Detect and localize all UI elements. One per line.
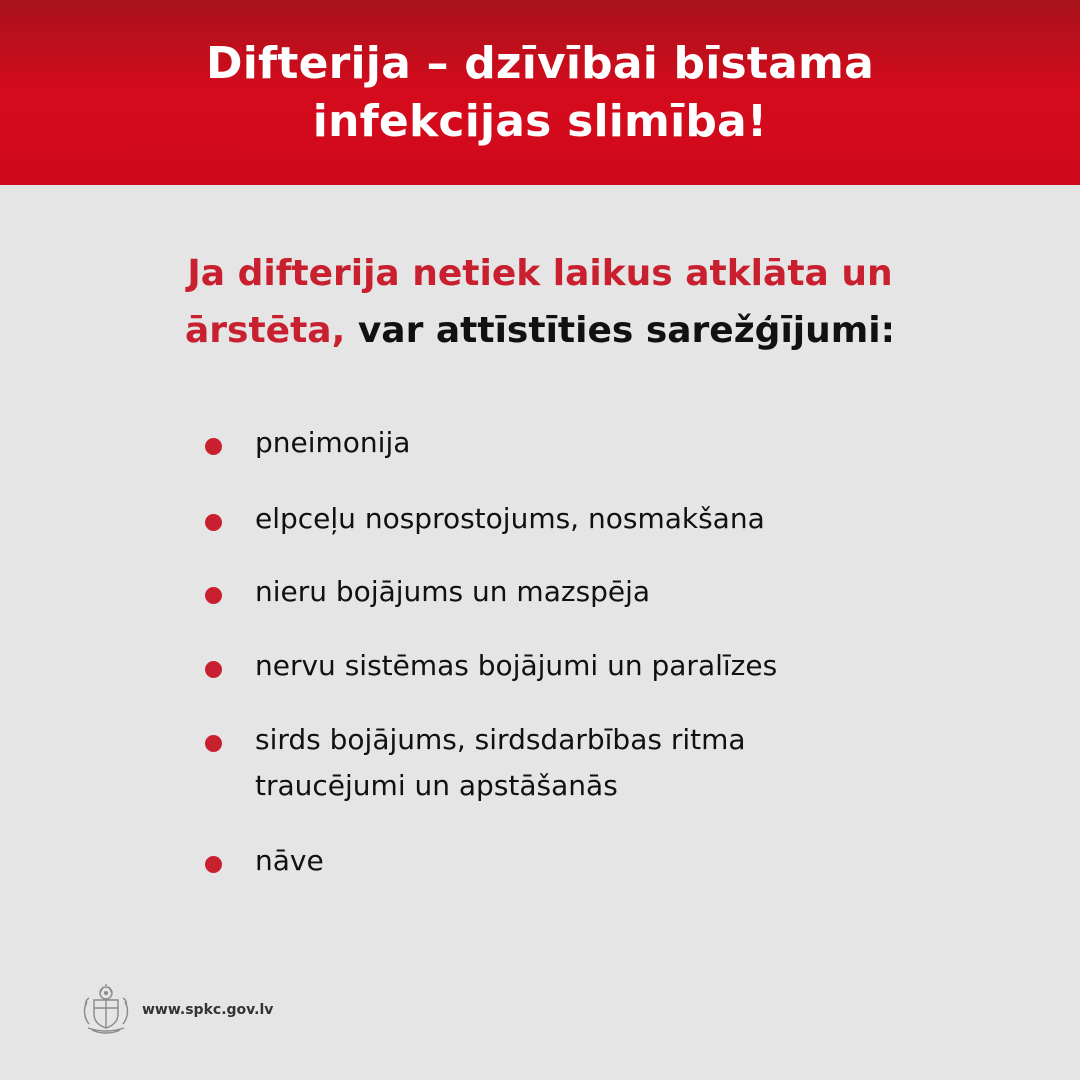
bullet-icon	[205, 438, 222, 455]
footer	[78, 980, 273, 1040]
list-item-text: traucējumi un apstāšanās	[255, 769, 618, 802]
bullet-icon	[205, 661, 222, 678]
intro-line-2	[0, 302, 1080, 359]
list-item-text: nāve	[255, 844, 324, 877]
bullet-icon	[205, 514, 222, 531]
list-item-text: pneimonija	[255, 426, 411, 459]
list-item-text: sirds bojājums, sirdsdarbības ritma	[255, 723, 746, 756]
list-item-text: nieru bojājums un mazspēja	[255, 575, 651, 608]
header-banner	[0, 0, 1080, 185]
intro-red-text-1: Ja difterija netiek laikus atklāta un	[187, 253, 893, 294]
list-item-text: nervu sistēmas bojājumi un paralīzes	[255, 649, 778, 682]
page-title-line-2: infekcijas slimība!	[312, 95, 768, 147]
intro-line-1	[0, 245, 1080, 302]
website-link[interactable]: www.spkc.gov.lv	[142, 1002, 274, 1018]
intro-black-text: var attīstīties sarežģījumi:	[357, 310, 895, 351]
coat-of-arms-icon	[78, 982, 134, 1038]
bullet-icon	[205, 735, 222, 752]
intro-heading	[0, 245, 1080, 359]
bullet-icon	[205, 587, 222, 604]
bullet-icon	[205, 856, 222, 873]
list-item-text: elpceļu nosprostojums, nosmakšana	[255, 502, 765, 535]
intro-red-text-2: ārstēta,	[185, 310, 346, 351]
page-title-line-1: Difterija – dzīvībai bīstama	[206, 37, 874, 89]
